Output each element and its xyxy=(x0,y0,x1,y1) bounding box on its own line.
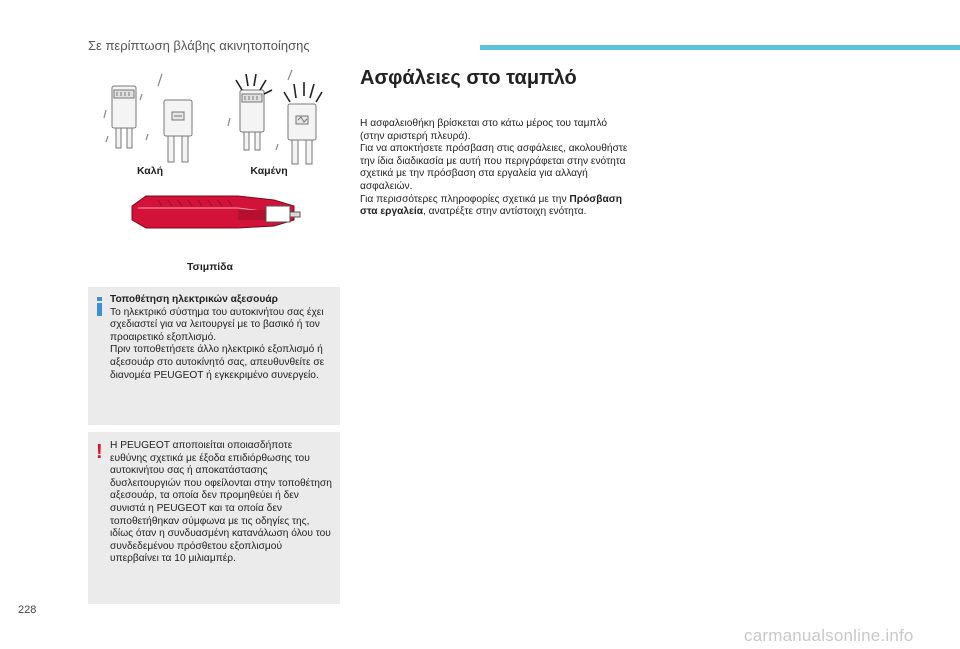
info-box xyxy=(88,287,340,425)
fuse-tweezers xyxy=(132,196,300,228)
info-box-paragraph-1: Το ηλεκτρικό σύστημα του αυτοκινήτου σας έχει σχεδιαστεί για να λειτουργεί με το βασικό ή τον προαιρετικό εξοπλισμό. xyxy=(110,306,324,343)
main-body xyxy=(360,118,630,219)
info-box-paragraph-2: Πριν τοποθετήσετε άλλο ηλεκτρικό εξοπλισμό ή αξεσουάρ στο αυτοκίνητό σας, απευθυνθείτε σε διανομέα PEUGEOT ή εγκεκριμένο συνεργείο. xyxy=(110,344,325,381)
main-paragraph-3-prefix: Για περισσότερες πληροφορίες σχετικά με την xyxy=(360,193,570,205)
blown-fuse-mini xyxy=(240,90,264,150)
blown-fuse-standard xyxy=(288,104,316,164)
page-title: Ασφάλειες στο ταμπλό xyxy=(360,67,577,89)
info-icon xyxy=(95,296,105,316)
main-paragraph-3 xyxy=(360,194,630,219)
tools-access-reference: Πρόσβαση στα εργαλεία xyxy=(360,193,622,218)
main-paragraph-3-suffix: , ανατρέξτε στην αντίστοιχη ενότητα. xyxy=(423,206,587,218)
info-box-title: Τοποθέτηση ηλεκτρικών αξεσουάρ xyxy=(110,294,278,305)
good-fuse-standard xyxy=(164,100,192,162)
caption-good-fuse: Καλή xyxy=(136,165,164,177)
warning-box xyxy=(88,432,340,604)
caption-blown-fuse: Καμένη xyxy=(250,165,288,177)
blown-burst-marks-2 xyxy=(284,82,322,102)
section-title: Σε περίπτωση βλάβης ακινητοποίησης xyxy=(88,38,310,53)
main-paragraph-1: Η ασφαλειοθήκη βρίσκεται στο κάτω μέρος του ταμπλό (στην αριστερή πλευρά). xyxy=(360,118,608,142)
main-paragraph-2: Για να αποκτήσετε πρόσβαση στις ασφάλειες, ακολουθήστε την ίδια διαδικασία με αυτή που περιγράφεται στην ενότητα σχετικά με την πρόσβαση στα εργαλεία για αλλαγή ασφαλειών. xyxy=(360,143,628,192)
warning-box-text: Η PEUGEOT αποποιείται οποιασδήποτε ευθύνης σχετικά με έξοδα επιδιόρθωσης του αυτοκινήτου σας ή αποκατάστασης δυσλειτουργιών που οφείλονται στην τοποθέτηση αξεσουάρ, τα οποία δεν προμηθεύει ή δεν συνιστά η PEUGEOT και τα οποία δεν τοποθετήθηκαν σύμφωνα με τις οδηγίες της, ιδίως όταν η συνδυασμένη κατανάλωση όλου του συνδεδεμένου πρόσθετου εξοπλισμού υπερβαίνει τα 10 μιλιαμπέρ. xyxy=(110,440,332,565)
watermark: carmanualsonline.info xyxy=(744,626,914,645)
page-number: 228 xyxy=(18,604,37,616)
header-accent-bar xyxy=(480,45,960,50)
good-fuse-mini xyxy=(112,86,136,148)
warning-icon: ! xyxy=(96,441,103,463)
caption-tweezers: Τσιμπίδα xyxy=(187,261,233,273)
fuse-illustration xyxy=(88,60,340,260)
